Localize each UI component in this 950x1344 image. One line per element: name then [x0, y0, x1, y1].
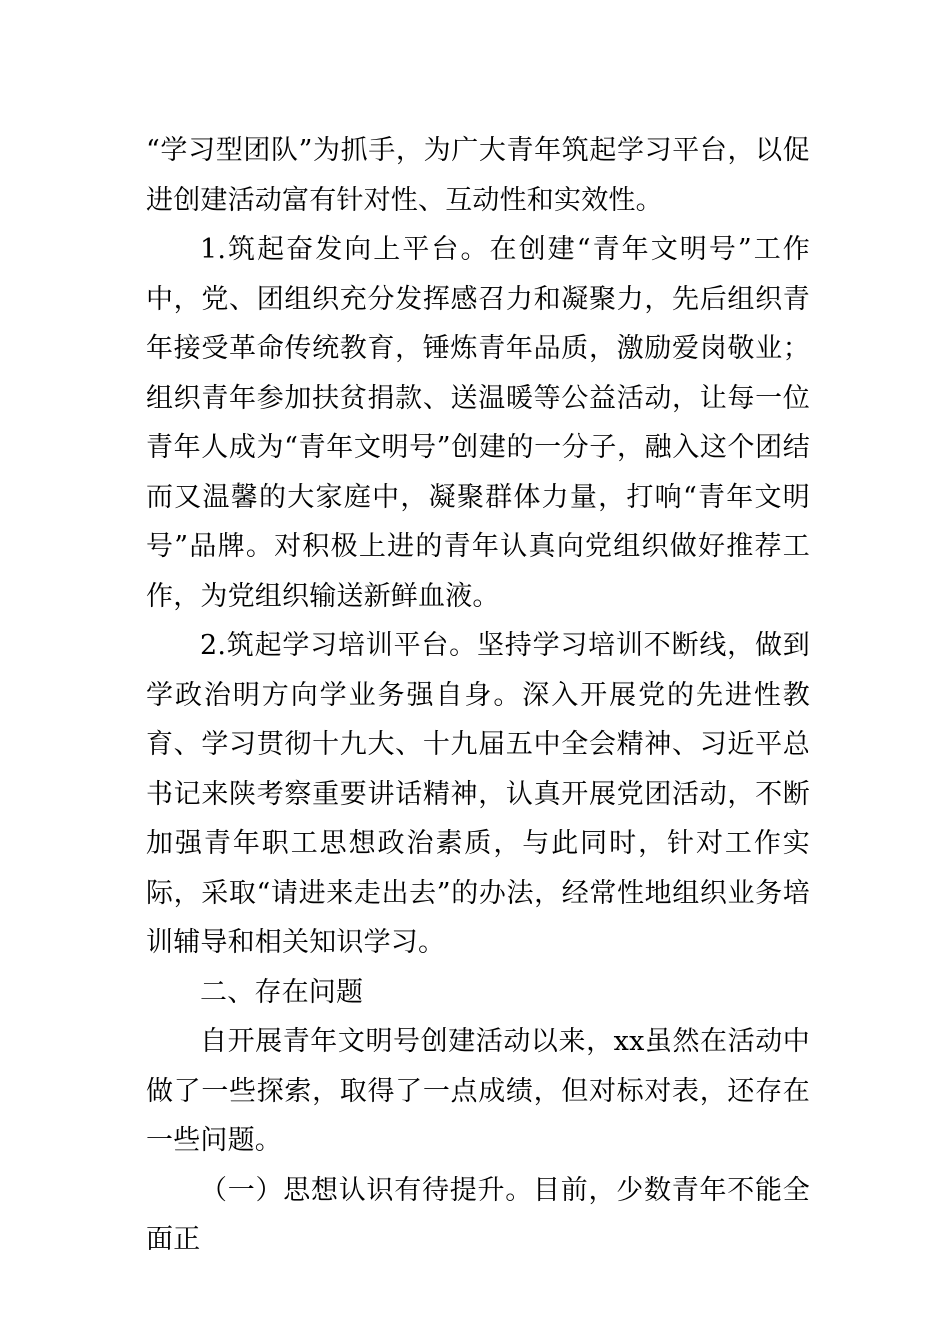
paragraph-subsection-1: （一）思想认识有待提升。目前，少数青年不能全面正 — [146, 1174, 810, 1255]
paragraph-item-1: 1.筑起奋发向上平台。在创建“青年文明号”工作中，党、团组织充分发挥感召力和凝聚力，先后组织青年接受革命传统教育，锤炼青年品质，激励爱岗敬业；组织青年参加扶贫捐款、送温暖等公益活动，让每一位青年人成为“青年文明号”创建的一分子，融入这个团结而又温馨的大家庭中，凝聚群体力量，打响“青年文明号”品牌。对积极上进的青年认真向党组织做好推荐工作，为党组织输送新鲜血液。 — [146, 234, 810, 612]
paragraph-problems-intro: 自开展青年文明号创建活动以来，xx虽然在活动中做了一些探索，取得了一点成绩，但对标对表，还存在一些问题。 — [146, 1026, 810, 1156]
section-heading-problems: 二、存在问题 — [200, 976, 364, 1008]
paragraph-continuation: “学习型团队”为抓手，为广大青年筑起学习平台，以促进创建活动富有针对性、互动性和实效性。 — [146, 135, 810, 216]
document-body — [146, 126, 810, 1265]
paragraph-item-2: 2.筑起学习培训平台。坚持学习培训不断线，做到学政治明方向学业务强自身。深入开展党的先进性教育、学习贯彻十九大、十九届五中全会精神、习近平总书记来陕考察重要讲话精神，认真开展党团活动，不断加强青年职工思想政治素质，与此同时，针对工作实际，采取“请进来走出去”的办法，经常性地组织业务培训辅导和相关知识学习。 — [146, 630, 810, 958]
